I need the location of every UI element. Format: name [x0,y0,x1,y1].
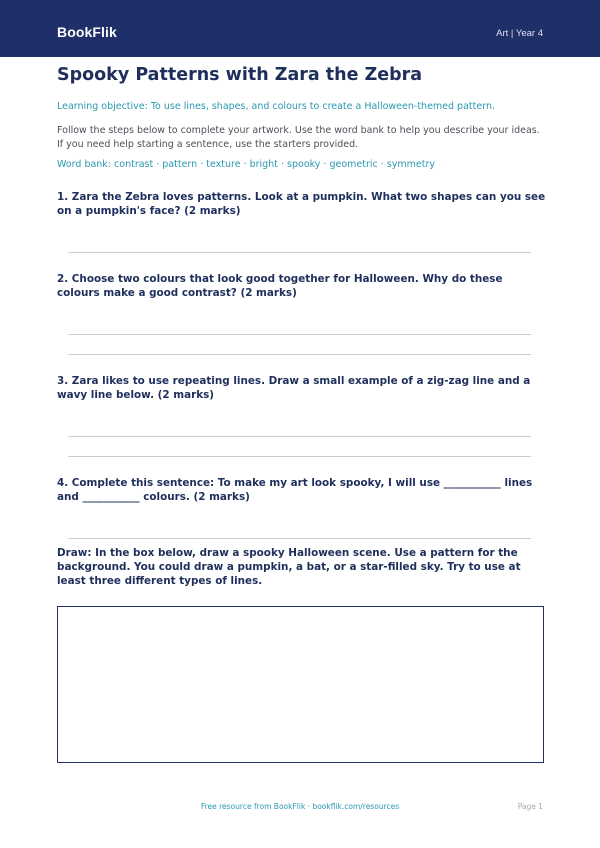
answer-line[interactable] [68,354,531,355]
question-1: 1. Zara the Zebra loves patterns. Look at a pumpkin. What two shapes can you see on a pumpkin's face? (2 marks) [57,191,546,217]
answer-line[interactable] [68,252,531,253]
question-3: 3. Zara likes to use repeating lines. Draw a small example of a zig-zag line and a wavy line below. (2 marks) [57,375,531,401]
footer-source: Free resource from BookFlik · bookflik.com/resources [200,802,400,811]
learning-objective: Learning objective: To use lines, shapes, and colours to create a Halloween-themed pattern. [57,101,495,112]
page-title: Spooky Patterns with Zara the Zebra [57,65,423,85]
question-2: 2. Choose two colours that look good together for Halloween. Why do these colours make a good contrast? (2 marks) [57,273,503,299]
question-4: 4. Complete this sentence: To make my art look spooky, I will use ___________ lines and ___________ colours. (2 marks) [57,477,533,503]
page-number: Page 1 [517,802,543,811]
drawing-box[interactable] [57,606,544,763]
word-bank: Word bank: contrast · pattern · texture · bright · spooky · geometric · symmetry [57,159,435,170]
answer-line[interactable] [68,538,531,539]
draw-prompt: Draw: In the box below, draw a spooky Halloween scene. Use a pattern for the background. You could draw a pumpkin, a bat, or a star-filled sky. Try to use at least three different types of lines. [57,547,521,587]
answer-line[interactable] [68,456,531,457]
answer-line[interactable] [68,436,531,437]
answer-line[interactable] [68,334,531,335]
subject-year-label: Art | Year 4 [496,28,543,39]
page-header [0,0,600,57]
brand-logo: BookFlik [57,24,117,40]
instructions-text: Follow the steps below to complete your artwork. Use the word bank to help you describe your ideas. If you need help starting a sentence, use the starters provided. [57,125,540,150]
